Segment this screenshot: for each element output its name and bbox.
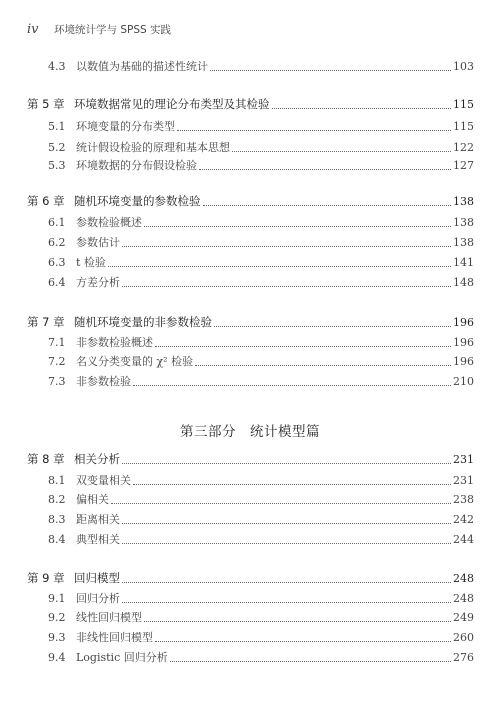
dot-leader — [232, 150, 451, 152]
toc-section-entry[interactable] — [0, 274, 500, 292]
section-title: 环境变量的分布类型 — [76, 120, 175, 133]
page-number: 141 — [453, 256, 474, 269]
dot-leader — [155, 640, 451, 642]
page-number: 196 — [453, 355, 474, 368]
toc-section-entry[interactable] — [0, 373, 500, 391]
page-number: 231 — [453, 453, 474, 466]
page-number: 242 — [453, 513, 474, 526]
section-title: 以数值为基础的描述性统计 — [76, 60, 208, 73]
chapter-title: 回归模型 — [74, 571, 120, 585]
page-number: 248 — [453, 592, 474, 605]
page-number: 276 — [453, 651, 474, 664]
section-title: 方差分析 — [76, 276, 120, 289]
dot-leader — [122, 462, 451, 464]
section-number: 9.3 — [48, 631, 66, 644]
section-number: 6.3 — [48, 256, 66, 269]
section-number: 7.1 — [48, 336, 66, 349]
toc-section-entry[interactable] — [0, 353, 500, 371]
book-title: 环境统计学与 SPSS 实践 — [54, 24, 172, 36]
toc-section-entry[interactable] — [0, 157, 500, 175]
toc-section-entry[interactable] — [0, 58, 500, 76]
chapter-number: 第 5 章 — [27, 97, 65, 111]
toc-section-entry[interactable] — [0, 629, 500, 647]
toc-section-entry[interactable] — [0, 139, 500, 157]
dot-leader — [144, 620, 451, 622]
dot-leader — [155, 345, 451, 347]
section-title: 非线性回归模型 — [76, 631, 153, 644]
section-title: t 检验 — [76, 256, 106, 269]
toc-chapter-entry[interactable] — [0, 96, 500, 114]
dot-leader — [144, 225, 451, 227]
section-title: 典型相关 — [76, 533, 120, 546]
section-title: 回归分析 — [76, 592, 120, 605]
page-number: 260 — [453, 631, 474, 644]
toc-section-entry[interactable] — [0, 234, 500, 252]
page-number: 127 — [453, 159, 474, 172]
chapter-number: 第 9 章 — [27, 571, 65, 585]
toc-section-entry[interactable] — [0, 491, 500, 509]
chapter-title: 相关分析 — [74, 452, 120, 466]
chapter-number: 第 6 章 — [27, 194, 65, 208]
section-title: 非参数检验 — [76, 375, 131, 388]
section-title: 距离相关 — [76, 513, 120, 526]
dot-leader — [122, 601, 451, 603]
toc-chapter-entry[interactable] — [0, 193, 500, 211]
section-number: 5.2 — [48, 141, 66, 154]
section-number: 8.3 — [48, 513, 66, 526]
section-number: 6.2 — [48, 236, 66, 249]
section-title: 环境数据的分布假设检验 — [76, 159, 197, 172]
page-number: 210 — [453, 375, 474, 388]
section-number: 7.3 — [48, 375, 66, 388]
chapter-number: 第 7 章 — [27, 315, 65, 329]
page-number: 148 — [453, 276, 474, 289]
page-number: 115 — [453, 120, 474, 133]
section-number: 8.2 — [48, 493, 66, 506]
chapter-title: 随机环境变量的参数检验 — [74, 194, 201, 208]
section-title: 线性回归模型 — [76, 611, 142, 624]
toc-section-entry[interactable] — [0, 254, 500, 272]
dot-leader — [133, 384, 451, 386]
dot-leader — [214, 325, 451, 327]
dot-leader — [111, 502, 451, 504]
page-number: 231 — [453, 474, 474, 487]
page-number: 115 — [453, 98, 474, 111]
dot-leader — [195, 364, 451, 366]
toc-chapter-entry[interactable] — [0, 451, 500, 469]
page-number-roman: iv — [27, 22, 39, 37]
section-number: 8.4 — [48, 533, 66, 546]
toc-section-entry[interactable] — [0, 118, 500, 136]
page-number: 138 — [453, 216, 474, 229]
part-label: 第三部分 — [180, 424, 236, 440]
toc-section-entry[interactable] — [0, 590, 500, 608]
dot-leader — [122, 245, 451, 247]
section-title: 偏相关 — [76, 493, 109, 506]
page-number: 248 — [453, 572, 474, 585]
part-heading — [0, 420, 500, 440]
section-number: 5.1 — [48, 120, 66, 133]
page-number: 196 — [453, 336, 474, 349]
section-number: 9.2 — [48, 611, 66, 624]
section-number: 8.1 — [48, 474, 66, 487]
toc-section-entry[interactable] — [0, 649, 500, 667]
dot-leader — [177, 129, 451, 131]
page-number: 244 — [453, 533, 474, 546]
chapter-title: 随机环境变量的非参数检验 — [74, 315, 212, 329]
dot-leader — [210, 69, 451, 71]
page-number: 138 — [453, 236, 474, 249]
section-title: 非参数检验概述 — [76, 336, 153, 349]
dot-leader — [133, 483, 451, 485]
section-title: 名义分类变量的 χ² 检验 — [76, 355, 194, 368]
dot-leader — [199, 168, 451, 170]
page-number: 122 — [453, 141, 474, 154]
toc-section-entry[interactable] — [0, 472, 500, 490]
toc-chapter-entry[interactable] — [0, 314, 500, 332]
dot-leader — [272, 107, 452, 109]
toc-section-entry[interactable] — [0, 511, 500, 529]
section-title: 参数检验概述 — [76, 216, 142, 229]
part-name: 统计模型篇 — [250, 424, 320, 440]
chapter-title: 环境数据常见的理论分布类型及其检验 — [74, 97, 270, 111]
page-number: 238 — [453, 493, 474, 506]
dot-leader — [170, 660, 451, 662]
section-title: 双变量相关 — [76, 474, 131, 487]
page-number: 249 — [453, 611, 474, 624]
section-number: 7.2 — [48, 355, 66, 368]
dot-leader — [122, 542, 451, 544]
section-title: 参数估计 — [76, 236, 120, 249]
page-number: 103 — [453, 60, 474, 73]
section-number: 4.3 — [48, 60, 66, 73]
toc-section-entry[interactable] — [0, 334, 500, 352]
dot-leader — [203, 204, 452, 206]
section-number: 6.1 — [48, 216, 66, 229]
toc-section-entry[interactable] — [0, 609, 500, 627]
section-number: 6.4 — [48, 276, 66, 289]
section-title: 统计假设检验的原理和基本思想 — [76, 141, 230, 154]
section-number: 5.3 — [48, 159, 66, 172]
section-title: Logistic 回归分析 — [76, 651, 168, 664]
dot-leader — [122, 522, 451, 524]
toc-chapter-entry[interactable] — [0, 570, 500, 588]
section-number: 9.4 — [48, 651, 66, 664]
toc-section-entry[interactable] — [0, 214, 500, 232]
page-number: 138 — [453, 195, 474, 208]
dot-leader — [108, 265, 451, 267]
dot-leader — [122, 285, 451, 287]
toc-section-entry[interactable] — [0, 531, 500, 549]
section-number: 9.1 — [48, 592, 66, 605]
page-number: 196 — [453, 316, 474, 329]
chapter-number: 第 8 章 — [27, 452, 65, 466]
dot-leader — [122, 581, 451, 583]
running-header — [27, 22, 171, 37]
